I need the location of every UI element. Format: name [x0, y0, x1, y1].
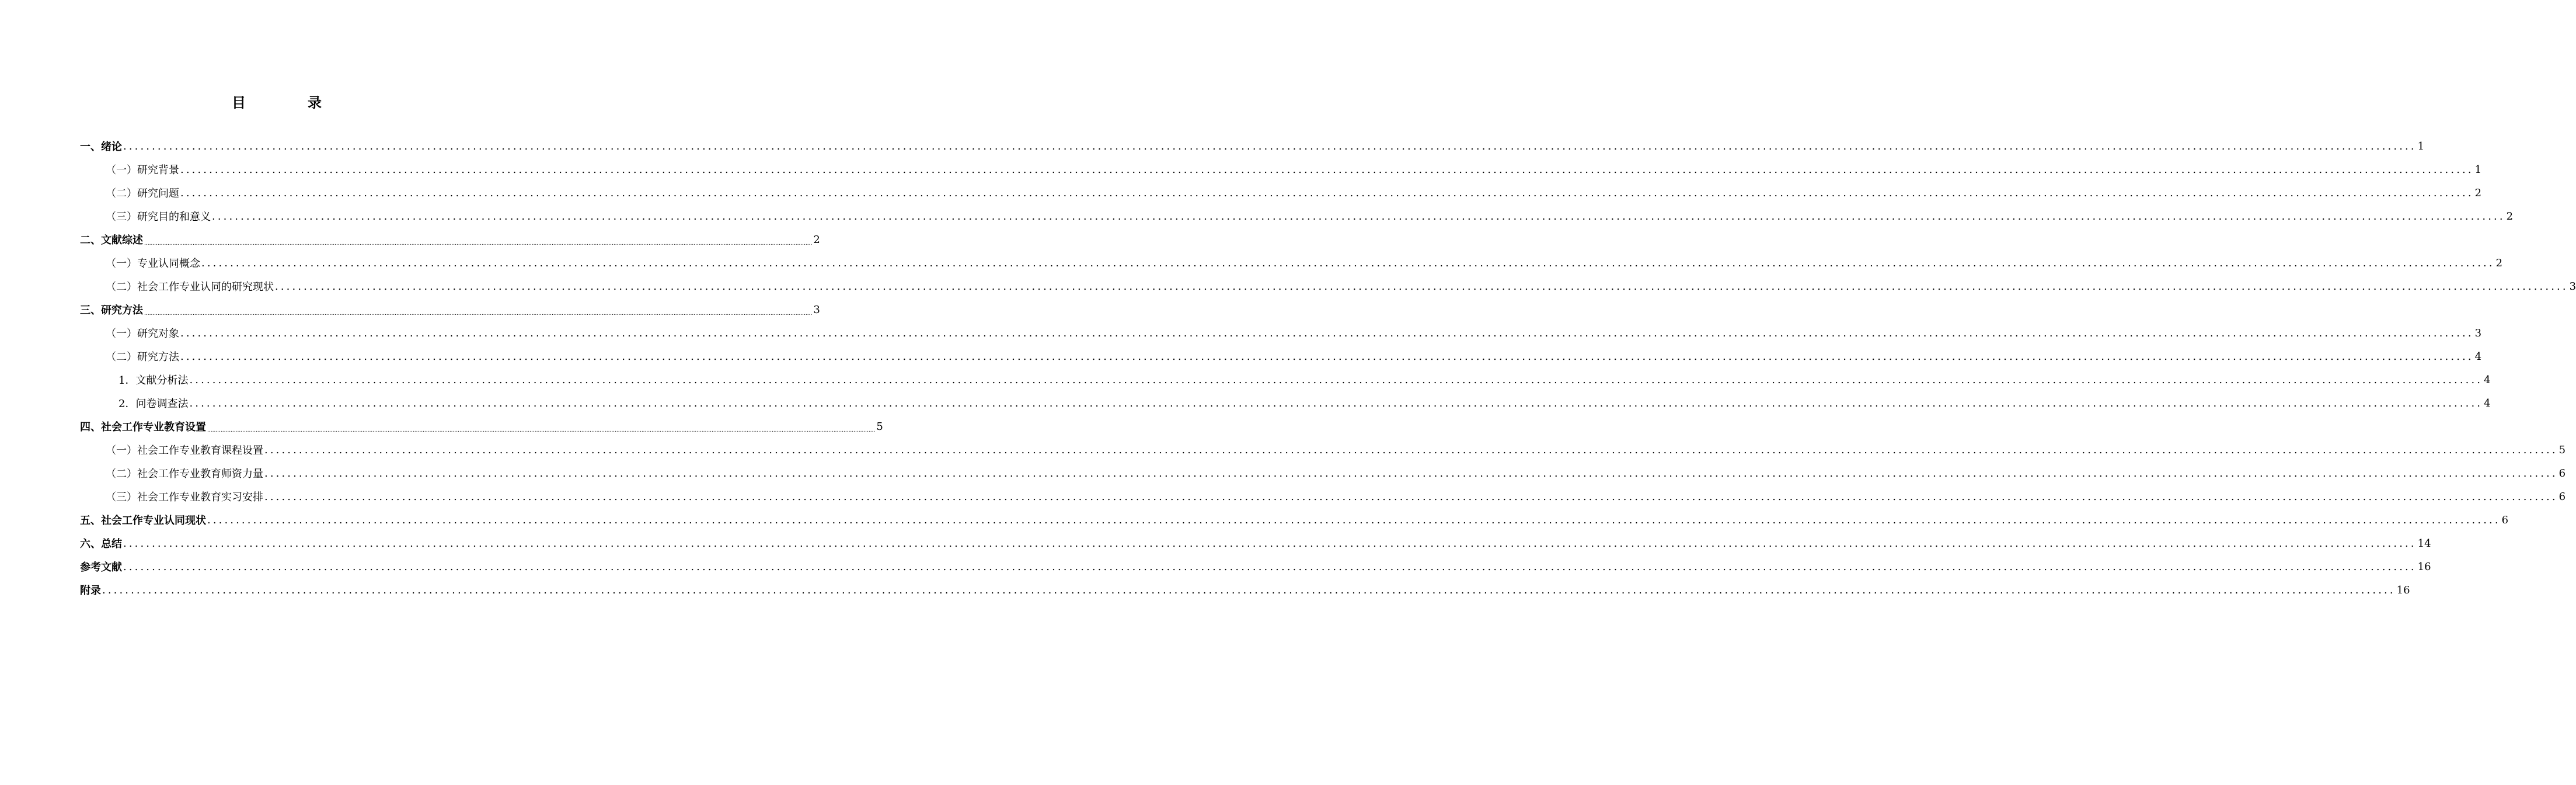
toc-page-number: 6	[2558, 490, 2566, 503]
toc-entry-label: 六、总结	[80, 538, 122, 550]
toc-entry-label: （一）专业认同概念	[106, 258, 200, 270]
toc-page-number: 2	[2474, 186, 2482, 199]
toc-entry-label: 附录	[80, 585, 101, 597]
toc-dot-leader: ................................................................................................................................................................................................................................................................................................................................................................................................................	[180, 163, 2474, 176]
toc-dot-leader: ................................................................................................................................................................................................................................................................................................................................................................................................................	[264, 443, 2558, 456]
toc-entry[interactable]	[80, 485, 2566, 508]
toc-dot-leader: ................................................................................................................................................................................................................................................................................................................................................................................................................	[264, 490, 2558, 503]
toc-page-number: 6	[2501, 513, 2509, 526]
toc-entry[interactable]	[80, 321, 2482, 345]
toc-entry[interactable]	[80, 438, 2566, 461]
toc-title-char-1: 目	[232, 95, 247, 111]
toc-entry[interactable]	[80, 181, 2482, 204]
toc-dot-leader: ................................................................................................................................................................................................................................................................................................................................................................................................................	[180, 350, 2474, 363]
toc-entry[interactable]	[80, 555, 2431, 578]
toc-entry-label: （二）研究问题	[106, 187, 179, 200]
toc-entry-label: （一）研究背景	[106, 164, 179, 176]
toc-page-number: 2	[813, 233, 820, 246]
toc-entry-label: （一）社会工作专业教育课程设置	[106, 444, 263, 457]
toc-title	[0, 91, 555, 112]
toc-page-number: 1	[2474, 163, 2482, 176]
toc-entry-label: 参考文献	[80, 561, 122, 574]
toc-page-number: 5	[2558, 443, 2566, 456]
toc-dot-leader: ................................................................................................................................................................................................................................................................................................................................................................................................................	[180, 326, 2474, 339]
toc-dot-leader: ................................................................................................................................................................................................................................................................................................................................................................................................................	[180, 186, 2474, 199]
toc-entry[interactable]	[80, 532, 2431, 555]
toc-entry-label: （一）研究对象	[106, 328, 179, 340]
toc-entry-label: 三、研究方法	[80, 304, 143, 317]
toc-page-number: 6	[2558, 467, 2566, 480]
toc-entry[interactable]	[80, 368, 2491, 391]
toc-entry-label: 2．问卷调查法	[118, 398, 189, 410]
toc-page-number: 3	[2569, 280, 2576, 293]
toc-entry[interactable]	[80, 298, 820, 321]
toc-page-number: 2	[2495, 256, 2503, 269]
toc-dot-leader: ................................................................................................................................................................................................................................................................................................................................................................................................................	[275, 280, 2568, 293]
toc-page-number: 14	[2417, 537, 2431, 550]
toc-title-char-2: 录	[308, 95, 323, 111]
toc-entry[interactable]	[80, 251, 2503, 275]
toc-dot-leader: ................................................................................................................................................................................................................................................................................................................................................................................................................	[207, 513, 2501, 526]
toc-dot-leader: ................................................................................................................................................................................................................................................................................................................................................................................................................	[123, 537, 2417, 550]
toc-entry-label: （三）社会工作专业教育实习安排	[106, 491, 263, 503]
toc-page-number: 5	[876, 420, 883, 433]
toc-page-number: 16	[2417, 560, 2431, 573]
toc-entry-label: 四、社会工作专业教育设置	[80, 421, 206, 433]
toc-entry-label: （三）研究目的和意义	[106, 211, 211, 223]
toc-entry-label: （二）社会工作专业教育师资力量	[106, 468, 263, 480]
toc-entry[interactable]	[80, 578, 2410, 602]
toc-entry-label: （二）研究方法	[106, 351, 179, 363]
toc-entry-label: 二、文献综述	[80, 234, 143, 246]
toc-page-number: 3	[2474, 326, 2482, 339]
toc-dot-leader: ................................................................................................................................................................................................................................................................................................................................................................................................................	[212, 210, 2505, 223]
toc-entry-label: 1．文献分析法	[118, 374, 189, 387]
toc-entry-label: 一、绪论	[80, 141, 122, 153]
toc-entry[interactable]	[80, 134, 2425, 158]
toc-dot-leader: ................................................................................................................................................................................................................................................................................................................................................................................................................	[201, 256, 2495, 269]
toc-dot-leader: ................................................................................................................................................................................................................................................................................................................................................................................................................	[189, 373, 2483, 386]
toc-dot-leader: ................................................................................................................................................................................................................................................................................................................................................................................................................	[123, 140, 2417, 152]
toc-page-number: 4	[2474, 350, 2482, 363]
toc-page-number: 4	[2484, 373, 2491, 386]
toc-entry-label: （二）社会工作专业认同的研究现状	[106, 281, 274, 293]
toc-entry[interactable]	[80, 275, 2576, 298]
toc-entry[interactable]	[80, 345, 2482, 368]
toc-entry[interactable]	[80, 461, 2566, 485]
toc-dot-leader: ................................................................................................................................................................................................................................................................................................................................................................................................................	[264, 467, 2558, 480]
table-of-contents	[80, 134, 2576, 602]
toc-entry[interactable]	[80, 228, 820, 251]
toc-entry[interactable]	[80, 508, 2509, 532]
toc-page-number: 2	[2506, 210, 2514, 223]
toc-dot-leader: ................................................................................................................................................................................................................................................................................................................................................................................................................	[189, 397, 2483, 409]
toc-dot-leader: ................................................................................................................................................................................................................................................................................................................................................................................................................	[144, 241, 813, 246]
toc-page-number: 1	[2417, 140, 2425, 152]
toc-dot-leader: ................................................................................................................................................................................................................................................................................................................................................................................................................	[123, 560, 2417, 573]
toc-dot-leader: ................................................................................................................................................................................................................................................................................................................................................................................................................	[102, 583, 2396, 596]
toc-entry[interactable]	[80, 415, 883, 438]
toc-entry[interactable]	[80, 391, 2491, 415]
toc-page-number: 16	[2396, 583, 2410, 596]
toc-entry-label: 五、社会工作专业认同现状	[80, 515, 206, 527]
toc-entry[interactable]	[80, 158, 2482, 181]
toc-entry[interactable]	[80, 204, 2514, 228]
toc-dot-leader: ................................................................................................................................................................................................................................................................................................................................................................................................................	[207, 428, 876, 433]
toc-page-number: 4	[2484, 397, 2491, 409]
toc-page-number: 3	[813, 303, 820, 316]
toc-dot-leader: ................................................................................................................................................................................................................................................................................................................................................................................................................	[144, 311, 813, 317]
